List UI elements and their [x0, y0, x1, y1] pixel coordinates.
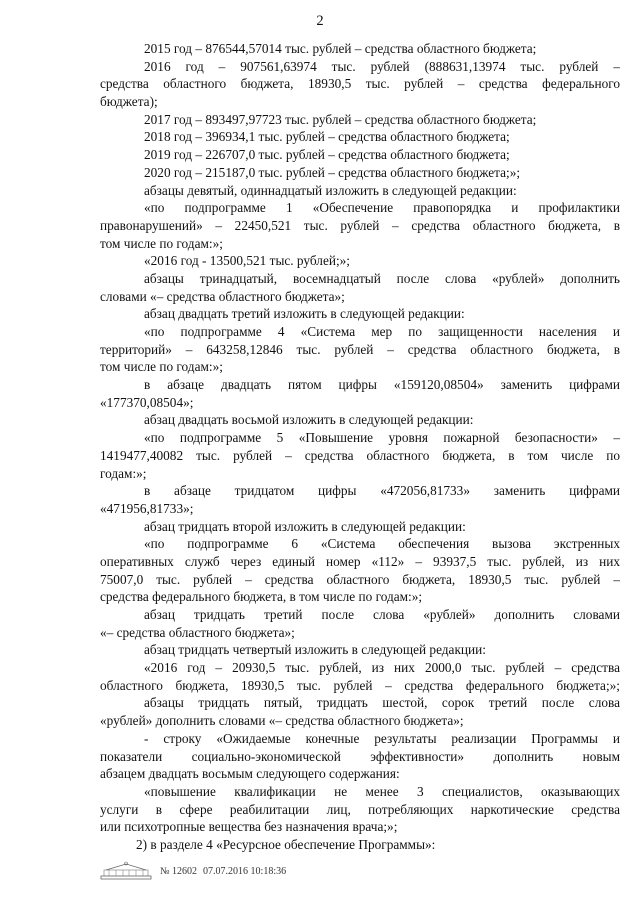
text-line: «по подпрограмме 4 «Система мер по защищенности населения и: [144, 324, 620, 339]
text-line: территорий» – 643258,12846 тыс. рублей – средства областного бюджета, в: [100, 341, 620, 357]
text-line: абзацы девятый, одиннадцатый изложить в следующей редакции:: [144, 182, 517, 198]
text-line: или психотропные вещества без назначения врача;»;: [100, 819, 398, 835]
text-line: годам:»;: [100, 465, 147, 481]
text-line: абзац тридцать третий после слова «рублей» дополнить словами: [144, 607, 620, 622]
text-line: 75007,0 тыс. рублей – средства областного бюджета, 18930,5 тыс. рублей –: [100, 571, 620, 587]
text-line: 2017 год – 893497,97723 тыс. рублей – средства областного бюджета;: [144, 111, 537, 127]
footer: [100, 860, 286, 882]
text-line: абзацы тридцать пятый, тридцать шестой, сорок третий после слова: [144, 695, 620, 711]
text-line: абзац двадцать восьмой изложить в следующей редакции:: [144, 412, 474, 428]
text-line: «повышение квалификации не менее 3 специалистов, оказывающих: [144, 783, 620, 799]
text-line: «177370,08504»;: [100, 394, 194, 410]
text-line: 2018 год – 396934,1 тыс. рублей – средства областного бюджета;: [144, 129, 510, 145]
text-line: «2016 год - 13500,521 тыс. рублей;»;: [144, 253, 350, 269]
text-line: 2) в разделе 4 «Ресурсное обеспечение Программы»:: [136, 836, 436, 852]
text-line: абзац двадцать третий изложить в следующей редакции:: [144, 306, 465, 322]
text-line: в абзаце тридцатом цифры «472056,81733» заменить цифрами: [144, 483, 620, 499]
text-line: «рублей» дополнить словами «– средства областного бюджета»;: [100, 713, 464, 729]
text-line: 2019 год – 226707,0 тыс. рублей – средства областного бюджета;: [144, 147, 510, 163]
text-line: правонарушений» – 22450,521 тыс. рублей – средства областного бюджета, в: [100, 217, 620, 233]
text-line: «по подпрограмме 5 «Повышение уровня пожарной безопасности» –: [144, 430, 620, 446]
text-line: «2016 год – 20930,5 тыс. рублей, из них 2000,0 тыс. рублей – средства: [144, 660, 620, 676]
text-line: средства федерального бюджета, в том числе по годам:»;: [100, 589, 423, 605]
text-line: в абзаце двадцать пятом цифры «159120,08504» заменить цифрами: [144, 377, 620, 393]
text-line: абзац тридцать четвертый изложить в следующей редакции:: [144, 642, 486, 658]
document-number: № 12602: [160, 865, 198, 877]
text-line: «по подпрограмме 6 «Система обеспечения вызова экстренных: [144, 536, 620, 552]
page-number: 2: [316, 13, 324, 29]
text-line: абзац тридцать второй изложить в следующей редакции:: [144, 518, 466, 534]
text-line: «471956,81733»;: [100, 500, 194, 516]
text-line: услуги в сфере реабилитации лиц, потребляющих наркотические средства: [100, 801, 620, 817]
text-line: бюджета);: [100, 94, 158, 110]
document-body: [100, 40, 620, 854]
text-line: абзацы тринадцатый, восемнадцатый после слова «рублей» дополнить: [144, 270, 620, 286]
text-line: словами «– средства областного бюджета»;: [100, 288, 345, 304]
text-line: том числе по годам:»;: [100, 359, 223, 375]
text-line: 2020 год – 215187,0 тыс. рублей – средства областного бюджета;»;: [144, 164, 521, 180]
text-line: - строку «Ожидаемые конечные результаты реализации Программы и: [144, 730, 620, 746]
text-line: 2015 год – 876544,57014 тыс. рублей – средства областного бюджета;: [144, 41, 537, 56]
text-line: оперативных служб через единый номер «112» – 93937,5 тыс. рублей, из них: [100, 553, 620, 569]
text-line: областного бюджета, 18930,5 тыс. рублей – средства федерального бюджета;»;: [100, 677, 620, 693]
government-building-logo-icon: [100, 861, 152, 881]
text-line: «по подпрограмме 1 «Обеспечение правопорядка и профилактики: [144, 200, 620, 216]
text-line: абзацем двадцать восьмым следующего содержания:: [100, 766, 400, 782]
text-line: 1419477,40082 тыс. рублей – средства областного бюджета, в том числе по: [100, 447, 620, 463]
document-datetime: 07.07.2016 10:18:36: [203, 865, 287, 877]
text-line: «– средства областного бюджета»;: [100, 624, 295, 640]
text-line: 2016 год – 907561,63974 тыс. рублей (888631,13974 тыс. рублей –: [144, 58, 620, 74]
text-line: том числе по годам:»;: [100, 235, 223, 251]
text-line: показатели социально-экономической эффективности» дополнить новым: [100, 748, 620, 764]
text-line: средства областного бюджета, 18930,5 тыс. рублей – средства федерального: [100, 76, 620, 92]
